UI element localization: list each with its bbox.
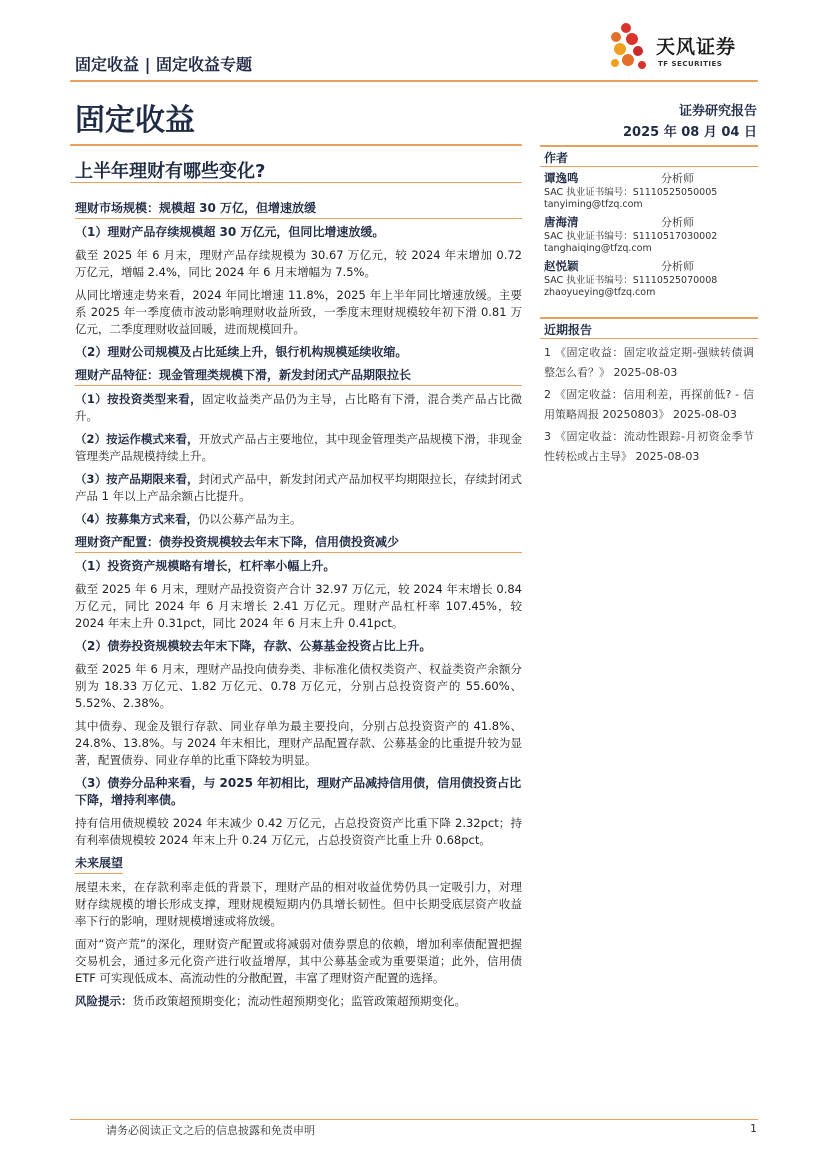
- sidebar-divider: [540, 317, 758, 319]
- author-email[interactable]: zhaoyueying@tfzq.com: [544, 287, 656, 298]
- subheading: （1）投资资产规模略有增长，杠杆率小幅上升。: [75, 559, 336, 573]
- paragraph: 从同比增速走势来看，2024 年同比增速 11.8%，2025 年上半年同比增速放缓。主要系 2025 年一季度债市波动影响理财收益所致，一季度末理财规模较年初下滑 0.81 万亿元，二季度理财收益回暖，进而规模回升。: [75, 288, 522, 336]
- main-content: [75, 200, 522, 1016]
- paragraph: 截至 2025 年 6 月末，理财产品投资资产合计 32.97 万亿元，较 2024 年末增长 0.84 万亿元，同比 2024 年 6 月末增长 2.41 万亿元。理财产品杠杆率 107.45%，较 2024 年末上升 0.31pct，同比 2024 年 6 月末上升 0.41pct。: [75, 582, 522, 630]
- paragraph: 其中债券、现金及银行存款、同业存单为最主要投向，分别占总投资资产的 41.8%、24.8%、13.8%。与 2024 年末相比，理财产品配置存款、公募基金的比重提升较为显著，配置债券、同业存单的比重下降较为明显。: [75, 719, 522, 767]
- paragraph-text: 封闭式产品中，新发封闭式产品加权平均期限拉长，存续封闭式产品 1 年以上产品余额占比提升。: [75, 472, 522, 503]
- author-card: [540, 255, 758, 299]
- paragraph: 截至 2025 年 6 月末，理财产品存续规模为 30.67 万亿元，较 2024 年末增加 0.72 万亿元，增幅 2.4%，同比 2024 年 6 月末增幅为 7.5%。: [75, 248, 522, 279]
- author-name: 赵悦颖: [544, 259, 579, 273]
- risk-warning: [75, 993, 522, 1010]
- bold-lead: （3）按产品期限来看，: [75, 472, 199, 486]
- page-number: 1: [750, 1122, 757, 1135]
- logo-mark-icon: [606, 20, 654, 76]
- paragraph-text: 固定收益类产品仍为主导，占比略有下滑，混合类产品占比微升。: [75, 392, 522, 423]
- author-cert: SAC 执业证书编号：S1110517030002: [544, 231, 718, 242]
- subheading: （3）债券分品种来看，与 2025 年初相比，理财产品减持信用债，信用债投资占比下降，增持利率债。: [75, 776, 522, 807]
- recent-report-list: [540, 339, 758, 467]
- paragraph-text: 开放式产品占主要地位，其中现金管理类产品规模下滑，非现金管理类产品规模持续上升。: [75, 432, 522, 463]
- bold-lead: （4）按募集方式来看，: [75, 512, 199, 526]
- recent-reports: [540, 317, 758, 467]
- header-divider: [70, 80, 758, 82]
- author-role: 分析师: [661, 216, 694, 229]
- paragraph: 截至 2025 年 6 月末，理财产品投向债券类、非标准化债权类资产、权益类资产余额分别为 18.33 万亿元、1.82 万亿元、0.78 万亿元，分别占总投资资产的 55.60%、5.52%、2.38%。: [75, 662, 522, 710]
- risk-label: 风险提示：: [75, 994, 133, 1008]
- paragraph: 面对“资产荒”的深化，理财资产配置或将减弱对债券票息的依赖，增加利率债配置把握交易机会，通过多元化资产进行收益增厚，其中公募基金或为重要渠道；此外，信用债 ETF 可实现低成本、高流动性的分散配置，丰富了理财资产配置的选择。: [75, 937, 522, 985]
- report-date: 2025 年 08 月 04 日: [623, 125, 757, 140]
- subheading: （2）理财公司规模及占比延续上升，银行机构规模延续收缩。: [75, 345, 408, 359]
- recent-heading: 近期报告: [540, 321, 758, 339]
- sidebar-divider: [540, 145, 758, 147]
- author-email[interactable]: tanyiming@tfzq.com: [544, 199, 643, 210]
- section-title-outlook: 未来展望: [75, 855, 123, 874]
- footer-divider: [70, 1119, 758, 1120]
- author-name: 谭逸鸣: [544, 171, 579, 185]
- report-subtitle: 上半年理财有哪些变化?: [75, 161, 266, 182]
- footer-disclaimer: 请务必阅读正文之后的信息披露和免责申明: [106, 1124, 315, 1137]
- paragraph: 持有信用债规模较 2024 年末减少 0.42 万亿元，占总投资资产比重下降 2.32pct；持有利率债规模较 2024 年末上升 0.24 万亿元，占总投资资产比重上升 0.68pct。: [75, 816, 522, 847]
- bold-lead: （2）按运作模式来看，: [75, 432, 199, 446]
- paragraph: 展望未来，在存款利率走低的背景下，理财产品的相对收益优势仍具一定吸引力，对理财存续规模的增长形成支撑，理财规模短期内仍具增长韧性。但中长期受底层资产收益率下行的影响，理财规模增速或将放缓。: [75, 880, 522, 928]
- author-name: 唐海清: [544, 215, 579, 229]
- bold-lead: （1）按投资类型来看，: [75, 392, 203, 406]
- paragraph: [75, 511, 522, 528]
- subheading: （2）债券投资规模较去年末下降，存款、公募基金投资占比上升。: [75, 639, 432, 653]
- author-card: [540, 211, 758, 255]
- subheading: （1）理财产品存续规模超 30 万亿元，但同比增速放缓。: [75, 225, 385, 239]
- recent-report-item[interactable]: 3 《固定收益：流动性跟踪-月初资金季节性转松或占主导》 2025-08-03: [544, 430, 754, 463]
- author-card: [540, 167, 758, 211]
- title-divider: [70, 144, 522, 146]
- author-cert: SAC 执业证书编号：S1110525050005: [544, 187, 718, 198]
- logo-english-name: TF SECURITIES: [658, 60, 723, 68]
- author-cert: SAC 执业证书编号：S1110525070008: [544, 275, 718, 286]
- paragraph: [75, 471, 522, 505]
- recent-report-item[interactable]: 2 《固定收益：信用利差，再探前低? - 信用策略周报 20250803》 2025-08-03: [544, 388, 754, 421]
- sidebar: [540, 145, 758, 469]
- paragraph: [75, 431, 522, 465]
- paragraph-text: 仍以公募产品为主。: [198, 512, 302, 526]
- author-email[interactable]: tanghaiqing@tfzq.com: [544, 243, 652, 254]
- paragraph: [75, 391, 522, 425]
- section-title-asset-allocation: 理财资产配置：债券投资规模较去年末下降，信用债投资减少: [75, 534, 522, 553]
- author-role: 分析师: [661, 172, 694, 185]
- subtitle-divider: [70, 182, 522, 183]
- header-category: 固定收益 | 固定收益专题: [75, 55, 252, 74]
- page-title: 固定收益: [75, 103, 195, 138]
- authors-heading: 作者: [540, 149, 758, 167]
- logo-chinese-name: 天风证券: [656, 36, 737, 58]
- risk-text: 货币政策超预期变化；流动性超预期变化；监管政策超预期变化。: [132, 994, 466, 1008]
- section-title-market-scale: 理财市场规模：规模超 30 万亿，但增速放缓: [75, 200, 522, 219]
- author-role: 分析师: [661, 260, 694, 273]
- company-logo: [606, 20, 766, 76]
- section-title-product-features: 理财产品特征：现金管理类规模下滑，新发封闭式产品期限拉长: [75, 367, 522, 386]
- report-type: 证券研究报告: [678, 104, 757, 119]
- recent-report-item[interactable]: 1 《固定收益：固定收益定期-强赎转债调整怎么看？》 2025-08-03: [544, 346, 754, 379]
